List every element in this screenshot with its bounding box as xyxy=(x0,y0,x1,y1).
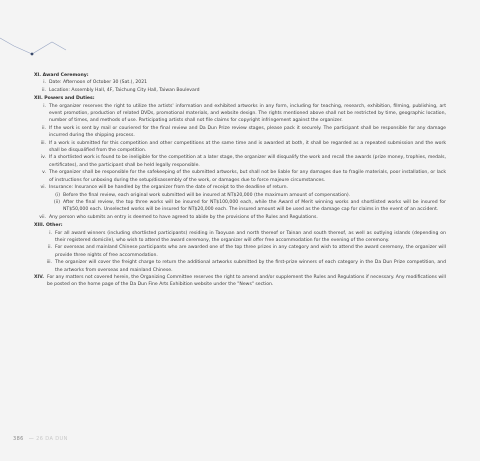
list-item xyxy=(34,230,446,245)
list-marker: i. xyxy=(43,103,46,109)
list-text: For all award winners (including shortlisted participants) residing in Taoyuan and north thereof or Tainan and south thereof, as well as outlying islands (depending on their registered domicile), who wish to attend the award ceremony, the organizer will offer free accommodation for the evening of the ceremony. xyxy=(55,230,446,243)
list-item xyxy=(34,154,446,169)
section-title-other: XIII. Other: xyxy=(34,223,63,229)
list-text: If a shortlisted work is found to be ineligible for the competition at a later stage, the organizer will disqualify the work and recall the awards (prize money, trophies, medals, certificates), and the participant shall be held legally responsible. xyxy=(49,155,446,168)
section-xiv-paragraph xyxy=(34,274,446,289)
list-marker: i. xyxy=(43,80,46,86)
page-footer xyxy=(13,436,68,442)
sub-list-item xyxy=(34,199,446,214)
list-text: The organizer shall be responsible for the safekeeping of the submitted artworks, but shall not be liable for any damages due to fragile materials, poor installation, or lack of instructions for unboxing during the setup/disassembly of the work, or damages due to force majeure circumstances. xyxy=(49,170,446,183)
list-text: If the work is sent by mail or couriered for the final review and Da Dun Prize review stages, please pack it securely. The participant shall be responsible for any damage incurred during the shipping process. xyxy=(49,125,446,139)
list-marker: vi. xyxy=(40,185,46,191)
list-item xyxy=(34,184,446,191)
list-text: The organizer reserves the right to utilize the artists' information and exhibited artworks in any form, including for teaching, research, exhibition, filming, publishing, art event promotion, production of related DVDs, promotional materials, and website design. The rights mentioned above shall not be restricted by time, geographic location, number of times, and methods of use. Participating artists shall not file claims for copyright infringement against the organizer. xyxy=(49,103,446,124)
sub-list-text: Before the final review, each original work submitted will be insured at NT$20,000 (the maximum amount of compensation). xyxy=(63,192,351,198)
list-item xyxy=(34,140,446,155)
list-marker: iii. xyxy=(40,140,46,146)
list-marker: iv. xyxy=(40,155,46,161)
list-item xyxy=(34,214,446,221)
footer-separator: — xyxy=(28,436,35,442)
list-marker: i. xyxy=(49,230,52,236)
page-number: 386 xyxy=(13,436,24,442)
list-marker: ii. xyxy=(41,87,46,93)
list-text: For overseas and mainland Chinese participants who are awarded one of the top three prizes in any category and wish to attend the award ceremony, the organizer will provide three nights of free accommodation. xyxy=(55,245,446,258)
sub-list-marker: (ii) xyxy=(53,199,60,205)
list-item xyxy=(34,125,446,140)
footer-brand: 26 DA DUN xyxy=(36,436,68,442)
section-title-powers-duties: XII. Powers and Duties: xyxy=(34,96,95,102)
sub-list-text: After the final review, the top three works will be insured for NT$100,000 each, while the Award of Merit winning works and shortlisted works will be insured for NT$50,000 each. Unselected works will be insured for NT$20,000 each. The insured amount will be used as the damage cap for claims in the event of an accident. xyxy=(63,199,446,213)
list-text: The organizer will cover the freight charge to return the additional artworks submitted by the first-prize winners of each category in the Da Dun Prize competition, and the artworks from overseas and mainland Chinese. xyxy=(55,260,446,273)
list-marker: ii. xyxy=(41,125,46,131)
list-text: Date: Afternoon of October 30 (Sat.), 2021 xyxy=(49,80,148,86)
list-text: If a work is submitted for this competition and other competitions at the same time and is awarded at both, it shall be regarded as a repeated submission and the work shall be disqualified from the competition. xyxy=(49,140,446,154)
list-marker: iii. xyxy=(46,260,52,266)
sub-list-marker: (i) xyxy=(55,192,60,198)
list-text: Any person who submits an entry is deemed to have agreed to abide by the provisions of the Rules and Regulations. xyxy=(49,214,318,220)
list-marker: vii. xyxy=(39,214,46,220)
section-xiv-marker: XIV. xyxy=(34,274,44,280)
list-marker: v. xyxy=(42,170,46,176)
decorative-line-graphic xyxy=(0,30,80,70)
sub-list-item xyxy=(34,192,446,199)
list-marker: ii. xyxy=(47,245,52,251)
section-xiv-text: For any matters not covered herein, the Organizing Committee reserves the right to amend and/or supplement the Rules and Regulations if necessary. Any modifications will be posted on the home page of the Da Dun Fine Arts Exhibition website under the "News" section. xyxy=(46,274,446,288)
list-text: Insurance: Insurance will be handled by the organizer from the date of receipt to the deadline of return. xyxy=(49,185,289,191)
document-body xyxy=(34,71,446,289)
section-title-award-ceremony: XI. Award Ceremony: xyxy=(34,73,89,78)
list-text: Location: Assembly Hall, 4F, Taichung City Hall, Taiwan Boulevard xyxy=(49,87,200,93)
list-item xyxy=(34,103,446,125)
list-item xyxy=(34,79,446,86)
list-item xyxy=(34,259,446,274)
list-item xyxy=(34,169,446,184)
list-item xyxy=(34,87,446,94)
list-item xyxy=(34,244,446,259)
